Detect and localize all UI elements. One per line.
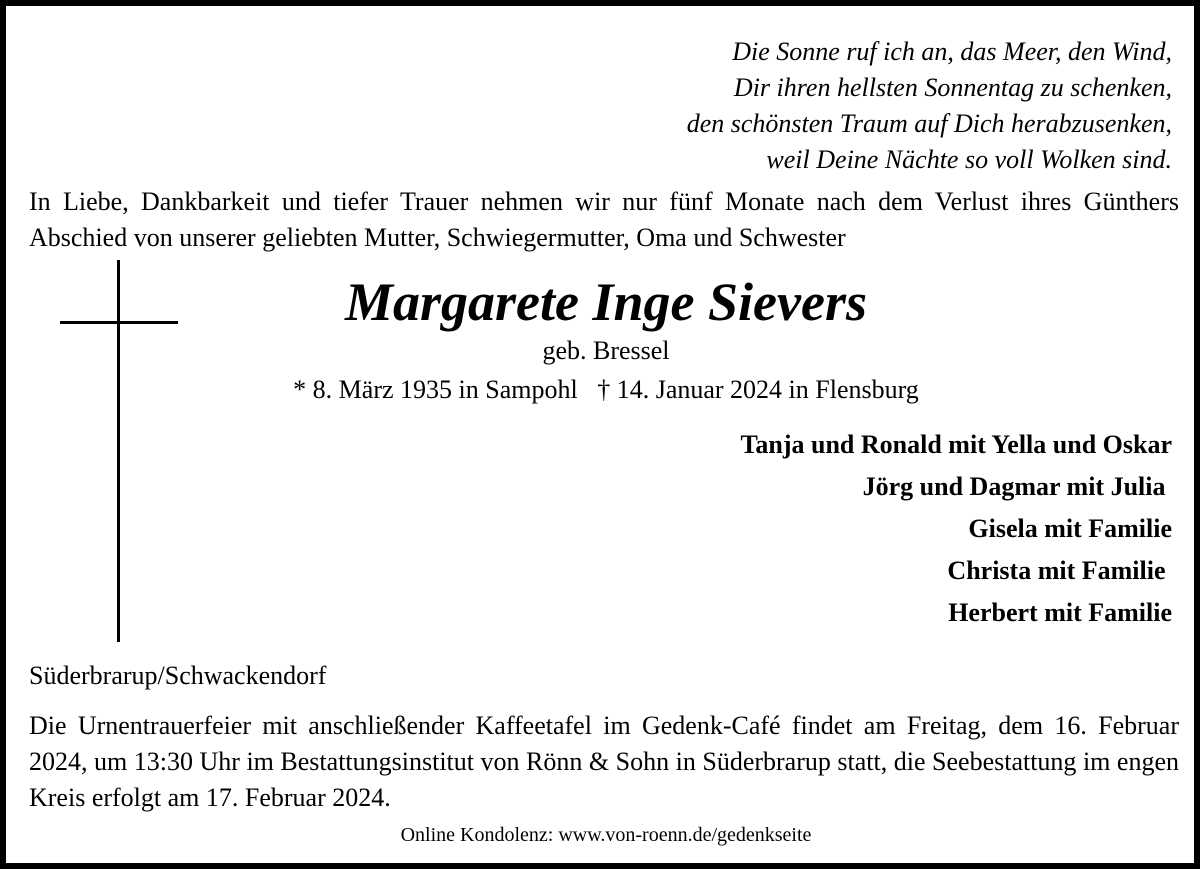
mourners-list	[740, 424, 1172, 634]
place-line: Süderbrarup/Schwackendorf	[29, 661, 327, 690]
poem	[687, 34, 1172, 178]
mourner: Tanja und Ronald mit Yella und Oskar	[740, 430, 1172, 459]
deceased-name: Margarete Inge Sievers	[345, 272, 867, 332]
life-dates: * 8. März 1935 in Sampohl † 14. Januar 2024 in Flensburg	[293, 375, 919, 404]
mourner: Jörg und Dagmar mit Julia	[862, 472, 1172, 501]
ceremony-details: Die Urnentrauerfeier mit anschließender Kaffeetafel im Gedenk-Café findet am Freitag, dem 16. Februar 2024, um 13:30 Uhr im Bestattungsinstitut von Rönn & Sohn in Süderbrarup statt, die Seebestattung im engen Kreis erfolgt am 17. Februar 2024.	[29, 711, 1179, 812]
birth-name: geb. Bressel	[542, 336, 670, 365]
poem-line: Dir ihren hellsten Sonnentag zu schenken,	[733, 73, 1172, 102]
online-condolence: Online Kondolenz: www.von-roenn.de/gedenkseite	[400, 824, 812, 846]
poem-line: weil Deine Nächte so voll Wolken sind.	[766, 145, 1172, 174]
poem-line: den schönsten Traum auf Dich herabzusenken,	[686, 109, 1172, 138]
intro-text: In Liebe, Dankbarkeit und tiefer Trauer nehmen wir nur fünf Monate nach dem Verlust ihres Günthers Abschied von unserer geliebten Mutter, Schwiegermutter, Oma und Schwester	[29, 187, 1179, 252]
mourner: Herbert mit Familie	[948, 598, 1172, 627]
mourner: Christa mit Familie	[947, 556, 1172, 585]
poem-line: Die Sonne ruf ich an, das Meer, den Wind,	[732, 37, 1172, 66]
mourner: Gisela mit Familie	[968, 514, 1172, 543]
